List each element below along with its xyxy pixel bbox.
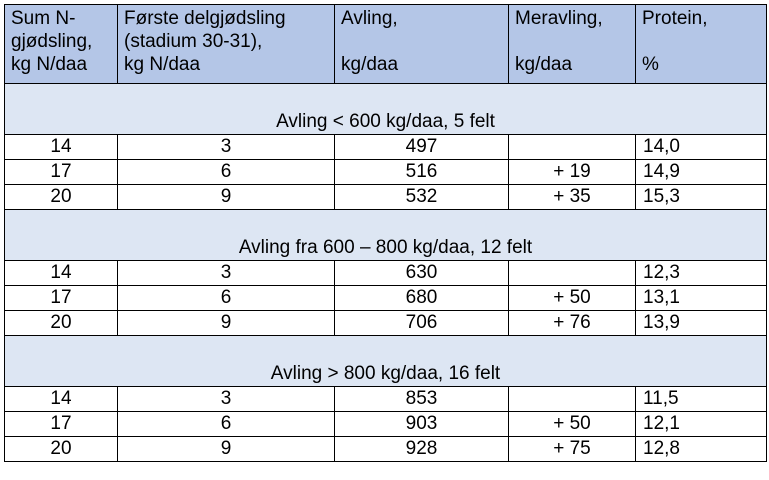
cell-protein: 12,3	[636, 261, 767, 286]
cell-first-dose: 3	[118, 135, 335, 160]
header-line: Protein,	[642, 8, 708, 29]
table-row	[5, 286, 767, 311]
header-yield	[335, 5, 509, 84]
cell-first-dose: 9	[118, 437, 335, 462]
header-spacer	[642, 30, 766, 53]
cell-protein: 15,3	[636, 185, 767, 210]
group-label-cell	[5, 210, 767, 261]
header-first-dose	[118, 5, 335, 84]
cell-protein: 12,1	[636, 412, 767, 437]
group-label: Avling > 800 kg/daa, 16 felt	[270, 363, 501, 384]
cell-protein: 14,9	[636, 160, 767, 185]
cell-sum-n: 20	[5, 311, 118, 336]
header-line: (stadium 30-31),	[124, 31, 263, 52]
group-row	[5, 336, 767, 387]
cell-extra-yield	[509, 135, 636, 160]
cell-sum-n: 17	[5, 286, 118, 311]
cell-first-dose: 6	[118, 160, 335, 185]
cell-sum-n: 20	[5, 437, 118, 462]
cell-first-dose: 3	[118, 261, 335, 286]
cell-sum-n: 14	[5, 135, 118, 160]
cell-sum-n: 14	[5, 387, 118, 412]
cell-yield: 680	[335, 286, 509, 311]
table-row	[5, 437, 767, 462]
table-row	[5, 185, 767, 210]
group-row	[5, 210, 767, 261]
cell-extra-yield	[509, 261, 636, 286]
cell-sum-n: 17	[5, 412, 118, 437]
cell-first-dose: 9	[118, 311, 335, 336]
header-sum-n	[5, 5, 118, 84]
header-spacer	[341, 30, 508, 53]
cell-yield: 497	[335, 135, 509, 160]
header-extra-yield	[509, 5, 636, 84]
cell-extra-yield: + 19	[509, 160, 636, 185]
header-spacer	[515, 30, 635, 53]
header-line: %	[642, 54, 659, 75]
cell-extra-yield	[509, 387, 636, 412]
cell-extra-yield: + 35	[509, 185, 636, 210]
cell-extra-yield: + 50	[509, 286, 636, 311]
cell-first-dose: 9	[118, 185, 335, 210]
cell-first-dose: 6	[118, 412, 335, 437]
table-row	[5, 387, 767, 412]
fertilization-yield-table	[4, 4, 767, 462]
cell-protein: 12,8	[636, 437, 767, 462]
cell-first-dose: 6	[118, 286, 335, 311]
group-label: Avling fra 600 – 800 kg/daa, 12 felt	[238, 237, 533, 258]
header-line: kg/daa	[341, 54, 399, 75]
group-label-cell	[5, 336, 767, 387]
cell-sum-n: 17	[5, 160, 118, 185]
header-line: kg N/daa	[11, 54, 88, 75]
cell-first-dose: 3	[118, 387, 335, 412]
table-row	[5, 261, 767, 286]
cell-extra-yield: + 75	[509, 437, 636, 462]
cell-yield: 928	[335, 437, 509, 462]
cell-protein: 11,5	[636, 387, 767, 412]
header-line: Første delgjødsling	[124, 8, 286, 29]
header-line: Sum N-	[11, 8, 76, 29]
table-row	[5, 160, 767, 185]
header-line: kg/daa	[515, 54, 573, 75]
cell-protein: 13,9	[636, 311, 767, 336]
cell-protein: 13,1	[636, 286, 767, 311]
table-row	[5, 135, 767, 160]
header-row	[5, 5, 767, 84]
cell-sum-n: 20	[5, 185, 118, 210]
cell-extra-yield: + 76	[509, 311, 636, 336]
cell-yield: 853	[335, 387, 509, 412]
header-line: Avling,	[341, 8, 398, 29]
header-line: Meravling,	[515, 8, 603, 29]
cell-yield: 516	[335, 160, 509, 185]
header-line: gjødsling,	[11, 31, 93, 52]
group-label-cell	[5, 84, 767, 135]
cell-yield: 903	[335, 412, 509, 437]
cell-sum-n: 14	[5, 261, 118, 286]
table-row	[5, 412, 767, 437]
group-label: Avling < 600 kg/daa, 5 felt	[276, 111, 495, 132]
header-line: kg N/daa	[124, 54, 201, 75]
table-row	[5, 311, 767, 336]
header-protein	[636, 5, 767, 84]
cell-extra-yield: + 50	[509, 412, 636, 437]
cell-protein: 14,0	[636, 135, 767, 160]
cell-yield: 532	[335, 185, 509, 210]
cell-yield: 706	[335, 311, 509, 336]
cell-yield: 630	[335, 261, 509, 286]
group-row	[5, 84, 767, 135]
